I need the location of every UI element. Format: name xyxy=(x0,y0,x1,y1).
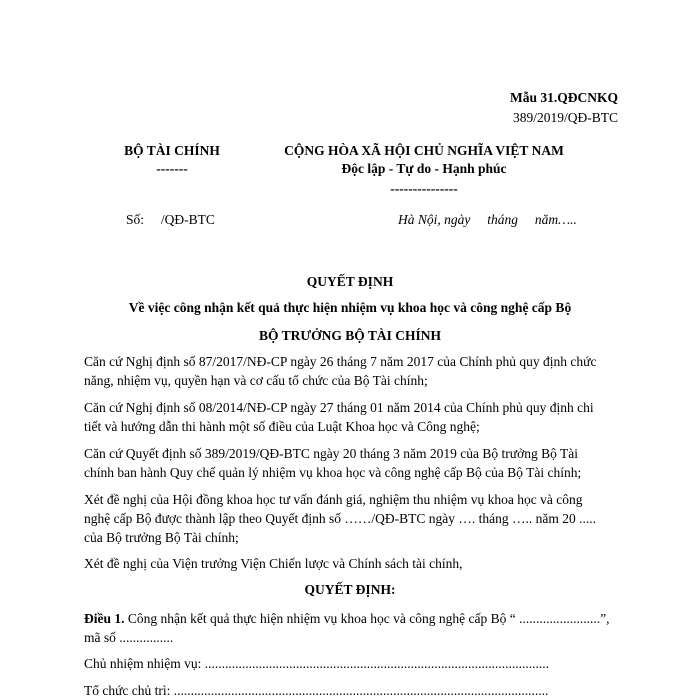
preamble-4-line1: Xét đề nghị của Hội đồng khoa học tư vấn đánh giá, nghiệm thu nhiệm vụ khoa học và công xyxy=(84,492,583,507)
form-reference: 389/2019/QĐ-BTC xyxy=(512,110,618,125)
project-leader-field: Chủ nhiệm nhiệm vụ: ...................................................................................................... xyxy=(84,656,549,671)
country-name: CỘNG HÒA XÃ HỘI CHỦ NGHĨA VIỆT NAM xyxy=(284,143,564,158)
decision-title: QUYẾT ĐỊNH xyxy=(306,274,394,289)
preamble-1-line2: năng, nhiệm vụ, quyền hạn và cơ cấu tổ chức của Bộ Tài chính; xyxy=(84,373,428,388)
decision-subject: Về việc công nhận kết quả thực hiện nhiệm vụ khoa học và công nghệ cấp Bộ xyxy=(128,300,572,315)
authority-title: BỘ TRƯỞNG BỘ TÀI CHÍNH xyxy=(258,328,442,343)
article-1-label: Điều 1. xyxy=(84,611,125,626)
preamble-2-line2: tiết và hướng dẫn thi hành một số điều của Luật Khoa học và Công nghệ; xyxy=(84,419,480,434)
form-code: Mẫu 31.QĐCNKQ xyxy=(510,90,618,105)
document-number: Số: /QĐ-BTC xyxy=(126,212,215,227)
preamble-4-line3: của Bộ trưởng Bộ Tài chính; xyxy=(84,530,239,545)
preamble-2-line1: Căn cứ Nghị định số 08/2014/NĐ-CP ngày 27 tháng 01 năm 2014 của Chính phủ quy định chi xyxy=(84,400,594,415)
preamble-4-line2: nghệ cấp Bộ được thành lập theo Quyết định số ……/QĐ-BTC ngày …. tháng ….. năm 20 ..... xyxy=(84,511,597,526)
national-motto: Độc lập - Tự do - Hạnh phúc xyxy=(341,161,507,176)
preamble-3-line1: Căn cứ Quyết định số 389/2019/QĐ-BTC ngày 20 tháng 3 năm 2019 của Bộ trưởng Bộ Tài xyxy=(84,446,578,461)
host-organization-field: Tổ chức chủ trì: ............................................................................................................... xyxy=(84,683,549,698)
article-1-code: mã số ................ xyxy=(84,630,174,645)
motto-rule: --------------- xyxy=(390,181,458,196)
place-date: Hà Nội, ngày tháng năm….. xyxy=(398,212,577,227)
decision-heading: QUYẾT ĐỊNH: xyxy=(304,582,396,597)
ministry-name: BỘ TÀI CHÍNH xyxy=(124,143,220,158)
ministry-rule: ------- xyxy=(156,161,188,176)
article-1 xyxy=(84,611,609,627)
preamble-1-line1: Căn cứ Nghị định số 87/2017/NĐ-CP ngày 26 tháng 7 năm 2017 của Chính phủ quy định chức xyxy=(84,354,597,369)
preamble-5-line1: Xét đề nghị của Viện trưởng Viện Chiến lược và Chính sách tài chính, xyxy=(84,556,463,571)
preamble-3-line2: chính ban hành Quy chế quản lý nhiệm vụ khoa học và công nghệ cấp Bộ của Bộ Tài chính; xyxy=(84,465,582,480)
article-1-text: Công nhận kết quả thực hiện nhiệm vụ khoa học và công nghệ cấp Bộ “ ........................”, xyxy=(124,611,610,626)
